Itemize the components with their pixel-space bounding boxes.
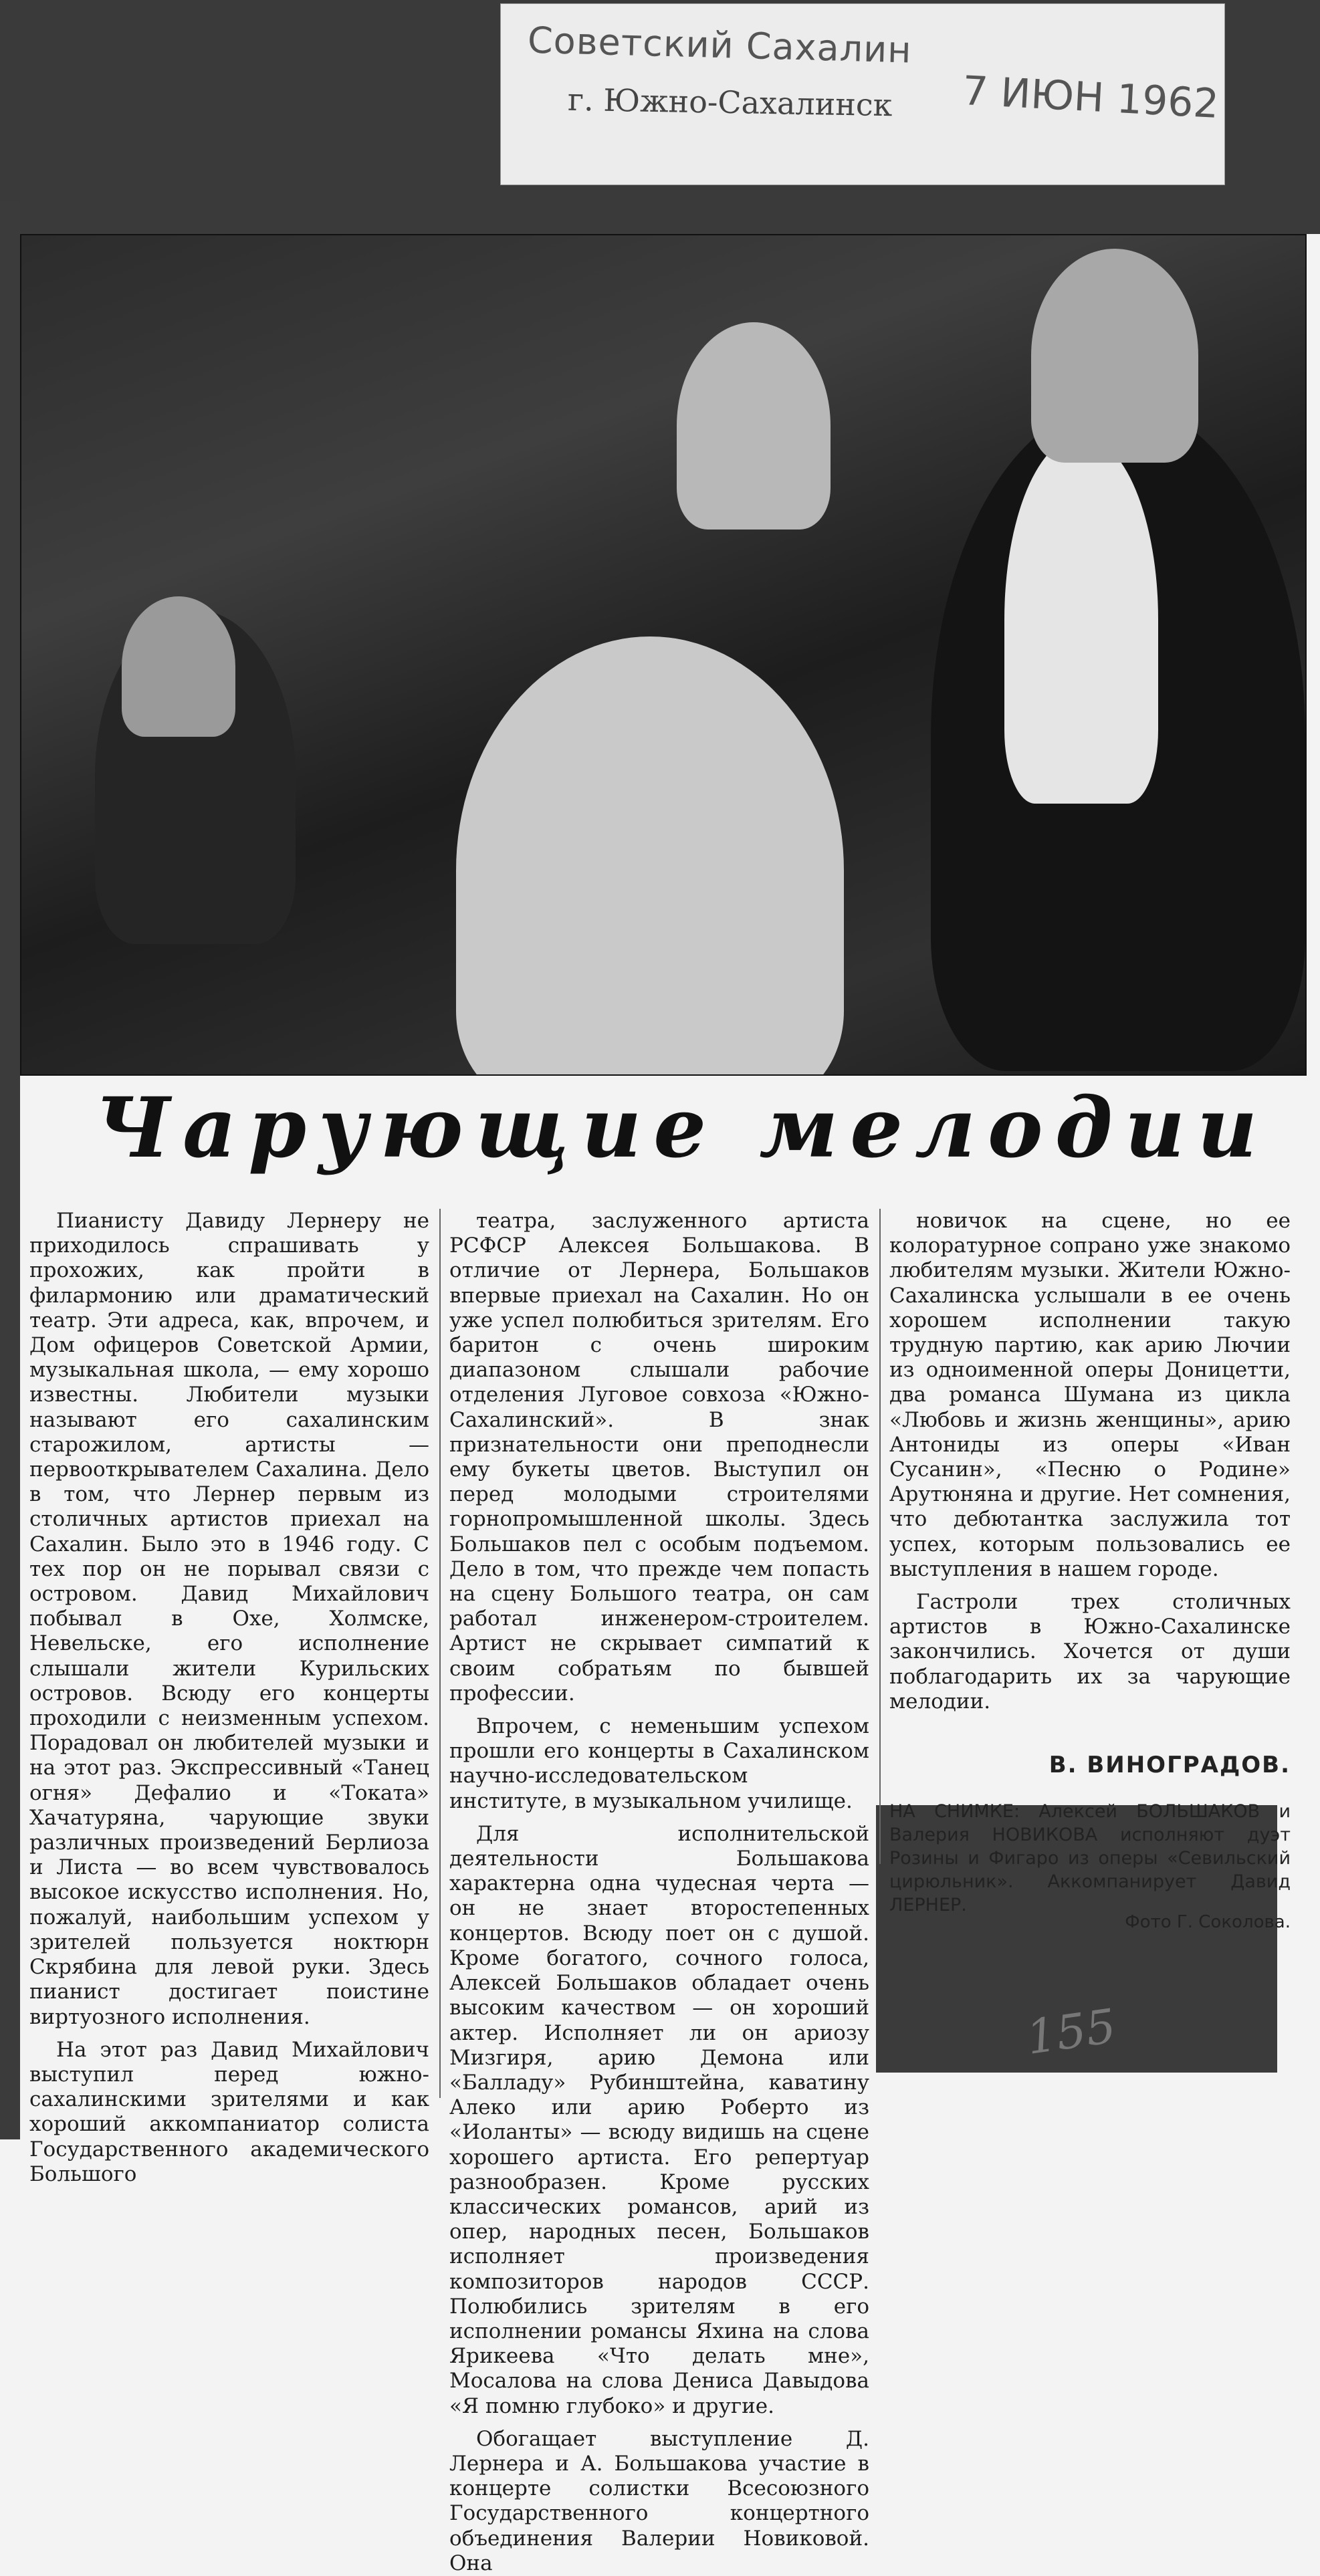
paragraph: На этот раз Давид Михайлович выступил перед южно-сахалинскими зрителями и как хороший аккомпаниатор солиста Государственного академического Большого	[29, 2037, 429, 2186]
paragraph: Впрочем, с неменьшим успехом прошли его концерты в Сахалинском научно-исследовательском институте, в музыкальном училище.	[449, 1714, 869, 1813]
photo-singer-figure	[456, 636, 844, 1076]
article-author: В. ВИНОГРАДОВ.	[1049, 1752, 1291, 1778]
scan-background-left	[0, 201, 20, 2139]
photo-caption: НА СНИМКЕ: Алексей БОЛЬШАКОВ и Валерия НОВИКОВА исполняют дуэт Розины и Фигаро из оперы «Севильский цирюльник». Аккомпанирует Давид ЛЕРНЕР.	[889, 1801, 1291, 1915]
article-photo	[20, 234, 1307, 1076]
paragraph: Пианисту Давиду Лернеру не приходилось спрашивать у прохожих, как пройти в филармонию или драматический театр. Эти адреса, как, впрочем, и Дом офицеров Советской Армии, музыкальная школа, — ему хорошо известны. Любители музыки называют его сахалинским старожилом, артисты — первооткрывателем Сахалина. Дело в том, что Лернер первым из столичных артистов приехал на Сахалин. Было это в 1946 году. С тех пор он не порывал связи с островом. Давид Михайлович побывал в Охе, Холмске, Невельске, его исполнение слышали жители Курильских островов. Всюду его концерты проходили с неизменным успехом. Порадовал он любителей музыки и на этот раз. Экспрессивный «Танец огня» Дефалио и «Токата» Хачатуряна, чарующие звуки различных произведений Берлиоза и Листа — во всем чувствовалось высокое искусство исполнения. Но, пожалуй, наибольшим успехом у зрителей пользуется ноктюрн Скрябина для левой руки. Здесь пианист достигает поистине виртуозного исполнения.	[29, 1209, 429, 2029]
stamp-date: 7 ИЮН 1962	[961, 68, 1220, 128]
article-column-2	[449, 1209, 869, 2576]
photo-credit: Фото Г. Соколова.	[1125, 1912, 1291, 1932]
stamp-city: г. Южно-Сахалинск	[567, 81, 893, 124]
paragraph: Обогащает выступление Д. Лернера и А. Большакова участие в концерте солистки Всесоюзного Государственного концертного объединения Валерии Новиковой. Она	[449, 2426, 869, 2575]
column-divider	[879, 1209, 881, 1864]
paragraph: театра, заслуженного артиста РСФСР Алексея Большакова. В отличие от Лернера, Большаков впервые приехал на Сахалин. Но он уже успел полюбиться зрителям. Его баритон с очень широким диапазоном слышали рабочие отделения Луговое совхоза «Южно-Сахалинский». В знак признательности они преподнесли ему букеты цветов. Выступил он перед молодыми строителями горнопромышленной школы. Здесь Большаков пел с особым подъемом. Дело в том, что прежде чем попасть на сцену Большого театра, он сам работал инженером-строителем. Артист не скрывает симпатий к своим собратьям по бывшей профессии.	[449, 1209, 869, 1706]
photo-baritone-head	[1031, 249, 1198, 463]
paragraph: новичок на сцене, но ее колоратурное сопрано уже знакомо любителям музыки. Жители Южно-Сахалинска услышали в ее очень хорошем исполнении такую трудную партию, как арию Лючии из одноименной оперы Доницетти, два романса Шумана из цикла «Любовь и жизнь женщины», арию Антониды из оперы «Иван Сусанин», «Песню о Родине» Арутюняна и другие. Нет сомнения, что дебютантка заслужила тот успех, которым пользовались ее выступления в нашем городе.	[889, 1209, 1291, 1581]
paragraph: Гастроли трех столичных артистов в Южно-Сахалинске закончились. Хочется от души поблагодарить их за чарующие мелодии.	[889, 1590, 1291, 1714]
paragraph: Для исполнительской деятельности Большакова характерна одна чудесная черта — он не знает второстепенных концертов. Всюду поет он с душой. Кроме богатого, сочного голоса, Алексей Большаков обладает очень высоким качеством — он хороший актер. Исполняет ли он ариозу Мизгиря, арию Демона или «Балладу» Рубинштейна, каватину Алеко или арию Роберто из «Иоланты» — всюду видишь на сцене хорошего артиста. Его репертуар разнообразен. Кроме русских классических романсов, арий из опер, народных песен, Большаков исполняет произведения композиторов народов СССР. Полюбились зрителям в его исполнении романсы Яхина на слова Ярикеева «Что делать мне», Мосалова на слова Дениса Давыдова «Я помню глубоко» и другие.	[449, 1821, 869, 2418]
photo-singer-head	[677, 322, 831, 530]
article-column-1	[29, 1209, 429, 2187]
article-headline: Чарующие мелодии	[94, 1080, 1270, 1177]
newspaper-stamp	[500, 3, 1225, 185]
stamp-paper-name: Советский Сахалин	[527, 19, 913, 72]
archive-pencil-mark: 155	[1022, 1998, 1119, 2065]
article-column-3	[889, 1209, 1291, 1714]
photo-baritone-shirt	[1004, 436, 1158, 804]
photo-pianist-head	[122, 596, 235, 737]
column-divider	[439, 1209, 441, 2098]
